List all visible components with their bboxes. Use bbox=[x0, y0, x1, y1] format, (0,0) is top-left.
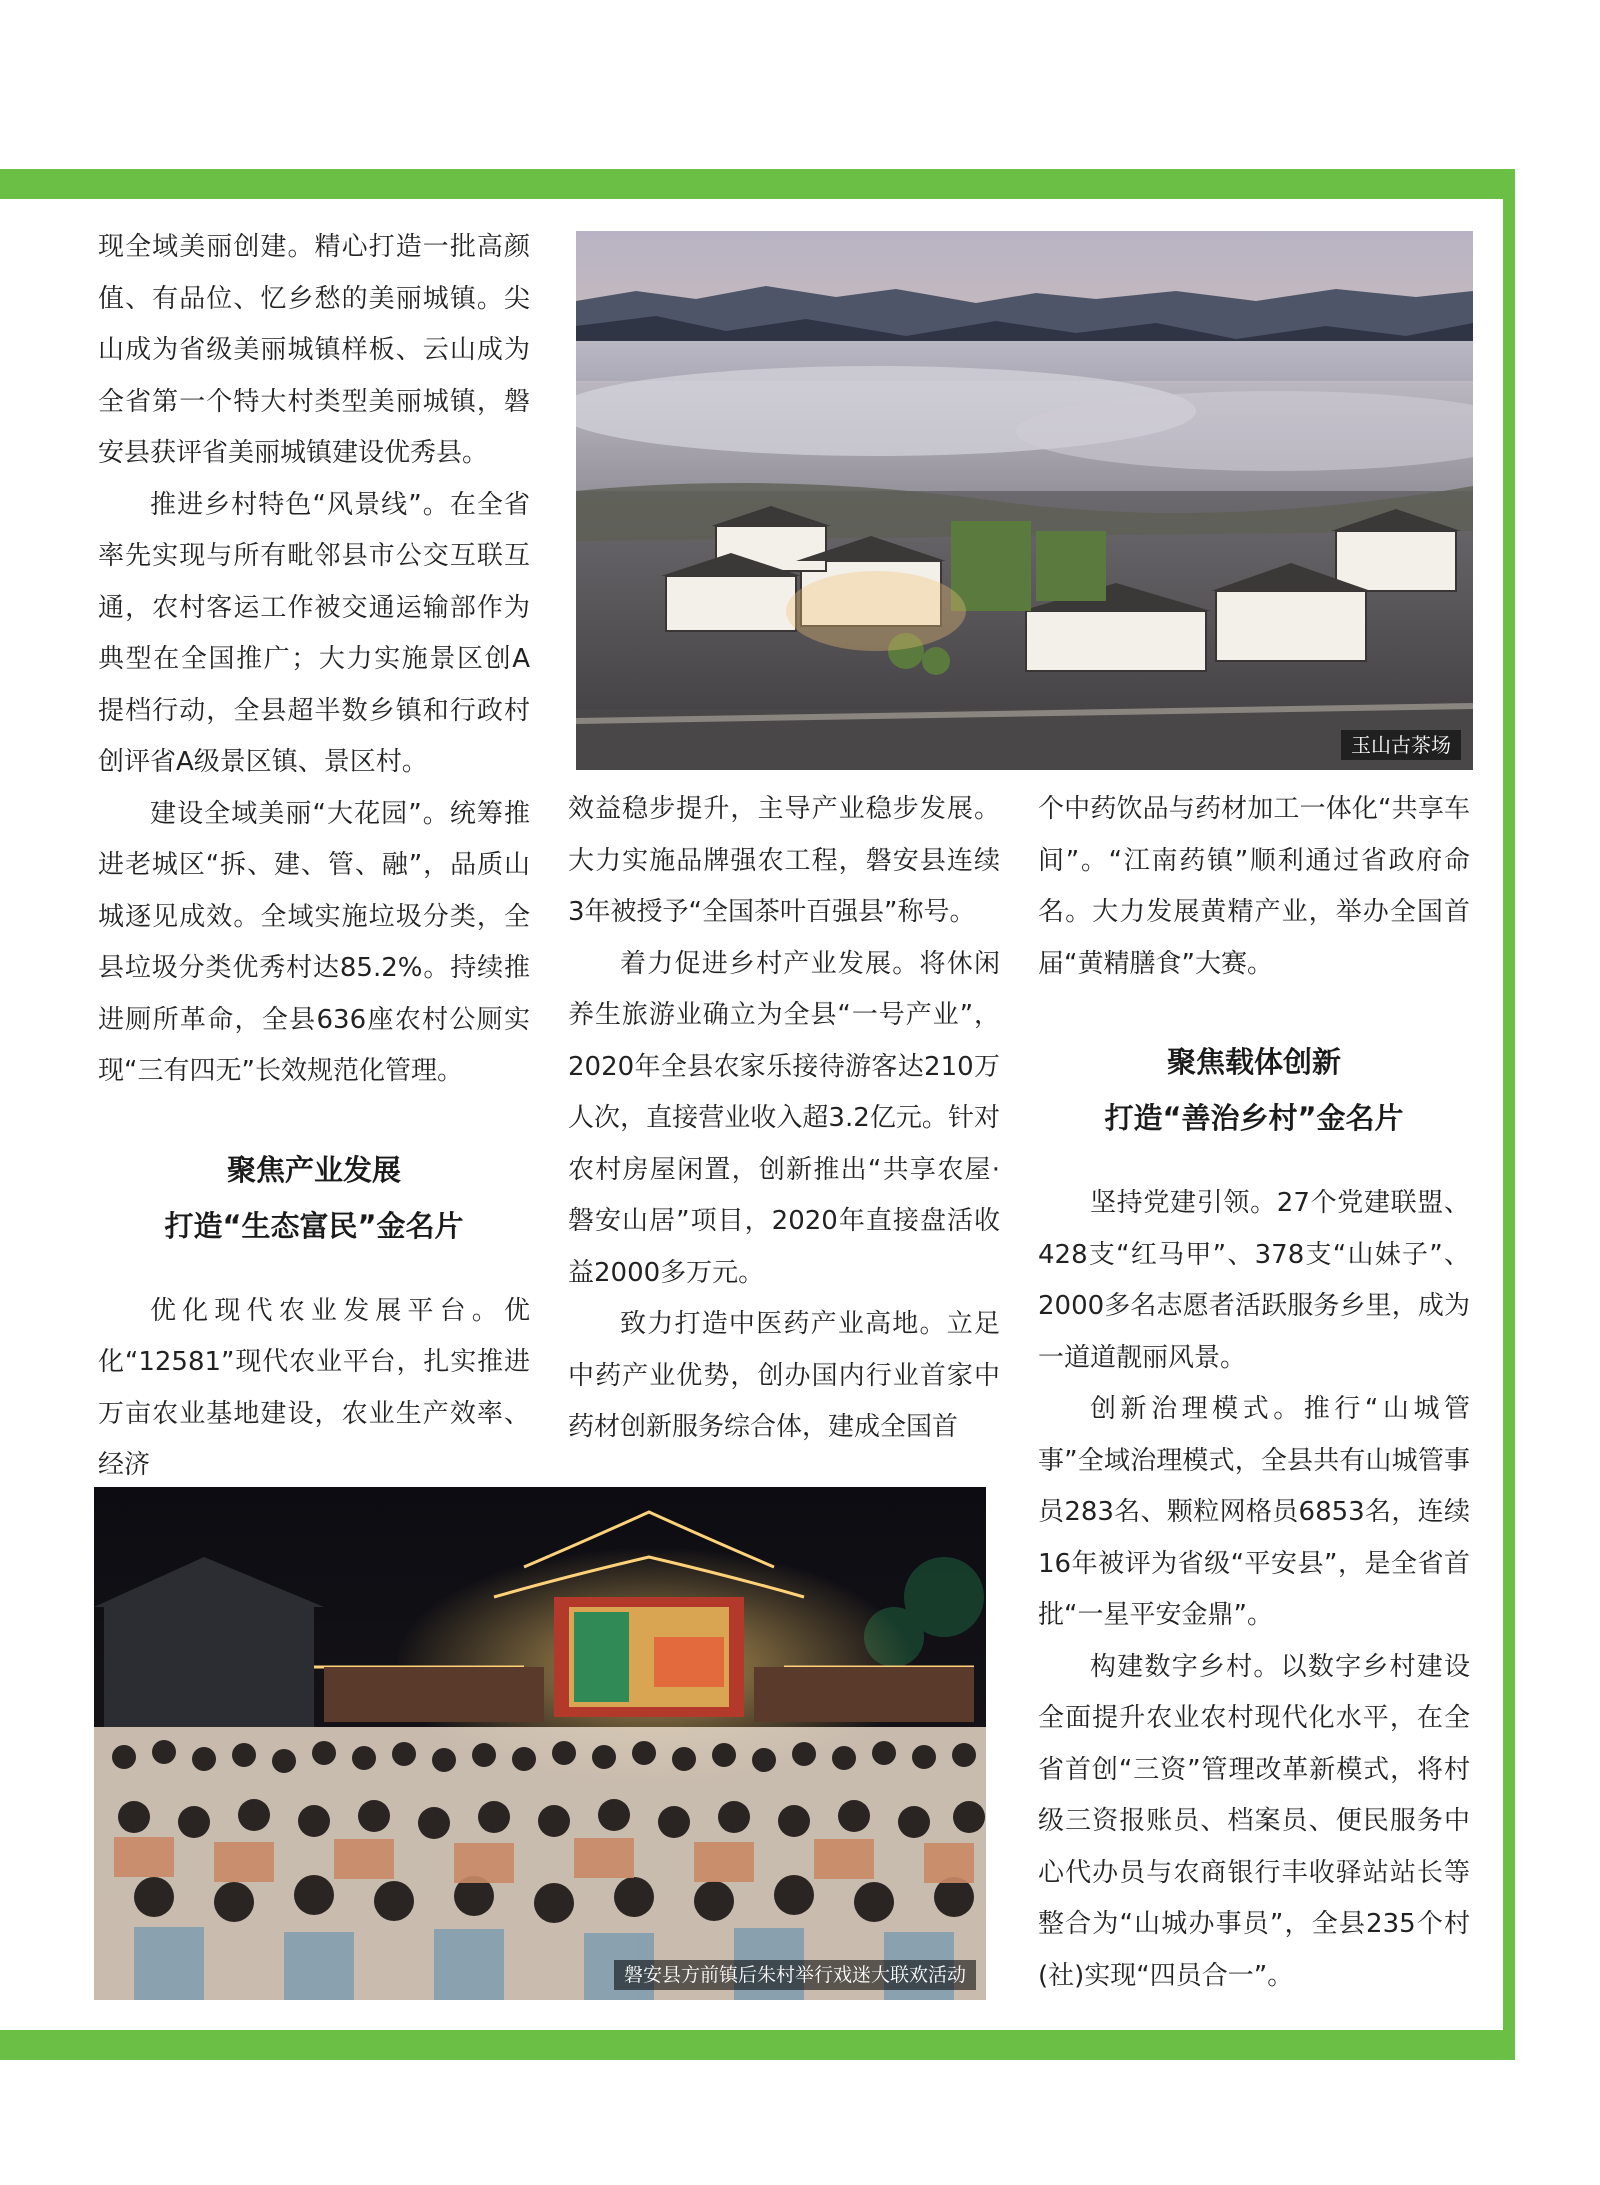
paragraph: 致力打造中医药产业高地。立足中药产业优势，创办国内行业首家中药材创新服务综合体，建成全国首 bbox=[568, 1309, 1000, 1442]
paragraph: 创新治理模式。推行“山城管事”全域治理模式，全县共有山城管事员283名、颗粒网格员6853名，连续16年被评为省级“平安县”，是全省首批“一星平安金鼎”。 bbox=[1038, 1394, 1470, 1630]
photo-caption: 玉山古茶场 bbox=[1341, 730, 1461, 760]
tea-plantation-photo bbox=[576, 231, 1473, 770]
paragraph: 建设全域美丽“大花园”。统筹推进老城区“拆、建、管、融”，品质山城逐见成效。全域实施垃圾分类，全县垃圾分类优秀村达85.2%。持续推进厕所革命，全县636座农村公厕实现“三有四无”长效规范化管理。 bbox=[98, 798, 530, 1086]
photo-caption: 磐安县方前镇后朱村举行戏迷大联欢活动 bbox=[614, 1960, 976, 1990]
paragraph: 优化现代农业发展平台。优化“12581”现代农业平台，扎实推进万亩农业基地建设，农业生产效率、经济 bbox=[98, 1295, 530, 1480]
paragraph: 构建数字乡村。以数字乡村建设全面提升农业农村现代化水平，在全省首创“三资”管理改革新模式，将村级三资报账员、档案员、便民服务中心代办员与农商银行丰收驿站站长等整合为“山城办事员”，全县235个村(社)实现“四员合一”。 bbox=[1038, 1651, 1470, 1991]
article-column-2 bbox=[568, 784, 1000, 1454]
heading-line: 聚焦产业发展 bbox=[226, 1152, 401, 1187]
paragraph: 个中药饮品与药材加工一体化“共享车间”。“江南药镇”顺利通过省政府命名。大力发展黄精产业，举办全国首届“黄精膳食”大赛。 bbox=[1038, 794, 1470, 979]
paragraph: 着力促进乡村产业发展。将休闲养生旅游业确立为全县“一号产业”，2020年全县农家乐接待游客达210万人次，直接营业收入超3.2亿元。针对农村房屋闲置，创新推出“共享农屋·磐安山居”项目，2020年直接盘活收益2000多万元。 bbox=[568, 948, 1000, 1288]
heading-line: 打造“生态富民”金名片 bbox=[164, 1208, 464, 1243]
landscape-illustration bbox=[576, 231, 1473, 770]
opera-festival-photo bbox=[94, 1487, 986, 2000]
article-column-1 bbox=[98, 222, 530, 1492]
night-stage-illustration bbox=[94, 1487, 986, 2000]
paragraph: 坚持党建引领。27个党建联盟、428支“红马甲”、378支“山妹子”、2000多名志愿者活跃服务乡里，成为一道道靓丽风景。 bbox=[1038, 1188, 1470, 1373]
paragraph: 效益稳步提升，主导产业稳步发展。大力实施品牌强农工程，磐安县连续3年被授予“全国茶叶百强县”称号。 bbox=[568, 794, 1000, 927]
paragraph: 现全域美丽创建。精心打造一批高颜值、有品位、忆乡愁的美丽城镇。尖山成为省级美丽城镇样板、云山成为全省第一个特大村类型美丽城镇，磐安县获评省美丽城镇建设优秀县。 bbox=[98, 232, 530, 468]
heading-line: 聚焦载体创新 bbox=[1166, 1045, 1341, 1079]
section-heading-governance bbox=[1038, 1034, 1470, 1146]
section-heading-industry bbox=[98, 1142, 530, 1254]
heading-line: 打造“善治乡村”金名片 bbox=[1104, 1101, 1404, 1135]
article-column-3 bbox=[1038, 784, 1470, 2002]
paragraph: 推进乡村特色“风景线”。在全省率先实现与所有毗邻县市公交互联互通，农村客运工作被交通运输部作为典型在全国推广；大力实施景区创A提档行动，全县超半数乡镇和行政村创评省A级景区镇、景区村。 bbox=[98, 489, 530, 777]
